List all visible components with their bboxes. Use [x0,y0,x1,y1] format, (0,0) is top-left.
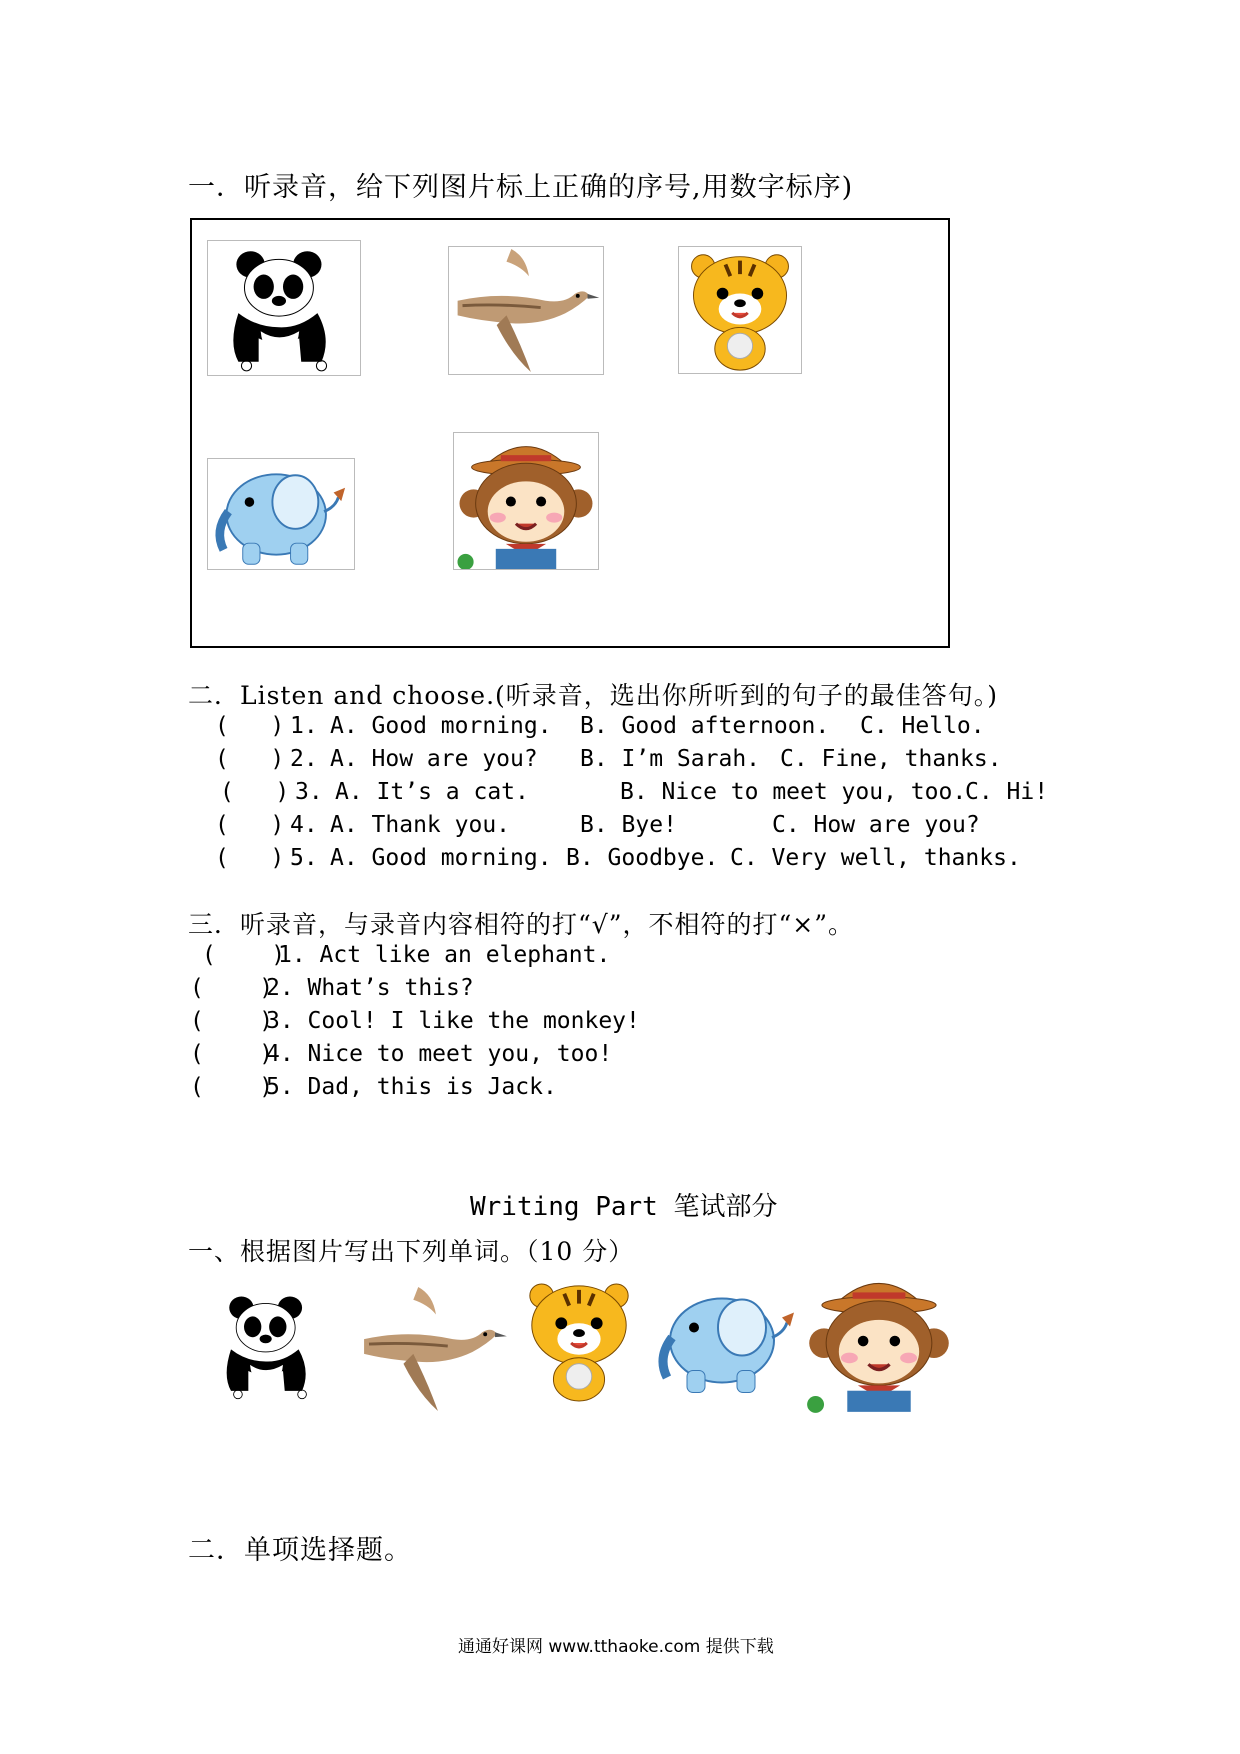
option-c: C. Very well, thanks. [730,845,1021,871]
monkey-icon [805,1268,953,1413]
option-c: C. Hello. [860,713,985,739]
option-a: A. Good morning. [330,845,552,871]
footer-credit: 通通好课网 www.tthaoke.com 提供下载 [458,1637,774,1657]
option-c: C. How are you? [772,812,980,838]
bird-picture [358,1285,508,1413]
option-b: B. Bye! [580,812,677,838]
panda-picture [207,240,361,376]
panda-picture [205,1275,335,1415]
option-a: A. Good morning. [330,713,552,739]
option-b: B. I’m Sarah. [580,746,761,772]
bird-icon [358,1285,508,1413]
statement: 4. Nice to meet you, too! [266,1041,613,1067]
option-a: A. It’s a cat. [335,779,529,805]
tiger-picture [678,246,802,374]
writing-section2-title: 二．单项选择题。 [188,1535,412,1566]
monkey-picture [453,432,599,570]
item-number: 5. [290,845,318,871]
option-a: A. How are you? [330,746,538,772]
answer-blank[interactable]: ( ) [215,812,285,838]
elephant-icon [208,459,354,569]
answer-blank[interactable]: ( ) [215,713,285,739]
elephant-picture [207,458,355,570]
answer-blank[interactable]: ( ) [220,779,290,805]
item-number: 2. [290,746,318,772]
picture-box [190,218,950,648]
answer-blank[interactable]: ( ) [190,1074,274,1100]
panda-icon [208,241,360,375]
option-c: C. Fine, thanks. [780,746,1002,772]
tiger-icon [520,1265,638,1415]
answer-blank[interactable]: ( ) [190,975,274,1001]
elephant-icon [652,1270,802,1410]
item-number: 3. [295,779,323,805]
panda-icon [205,1275,335,1415]
tiger-icon [679,247,801,373]
tiger-picture [520,1265,638,1415]
statement: 1. Act like an elephant. [278,942,611,968]
statement: 2. What’s this? [266,975,474,1001]
option-b: B. Nice to meet you, too. [620,779,967,805]
answer-blank[interactable]: ( ) [215,746,285,772]
answer-blank[interactable]: ( ) [215,845,285,871]
listening-section1-title: 一．听录音，给下列图片标上正确的序号,用数字标序) [188,172,854,203]
option-a: A. Thank you. [330,812,511,838]
statement: 3. Cool! I like the monkey! [266,1008,640,1034]
answer-blank[interactable]: ( ) [190,1041,274,1067]
answer-blank[interactable]: ( ) [202,942,286,968]
option-b: B. Goodbye. [566,845,719,871]
listening-section2-title: 二．Listen and choose.(听录音，选出你所听到的句子的最佳答句。) [188,681,999,710]
item-number: 4. [290,812,318,838]
writing-part-heading: Writing Part 笔试部分 [470,1192,778,1222]
bird-picture [448,246,604,375]
answer-blank[interactable]: ( ) [190,1008,274,1034]
listening-section3-title: 三．听录音，与录音内容相符的打“√”，不相符的打“×”。 [188,910,855,939]
statement: 5. Dad, this is Jack. [266,1074,557,1100]
option-c: C. Hi! [965,779,1049,805]
item-number: 1. [290,713,318,739]
option-b: B. Good afternoon. [580,713,830,739]
monkey-icon [454,433,598,569]
elephant-picture [652,1270,802,1410]
bird-icon [449,247,603,374]
writing-section1-title: 一、根据图片写出下列单词。（10 分） [188,1237,635,1266]
monkey-picture [805,1268,953,1413]
